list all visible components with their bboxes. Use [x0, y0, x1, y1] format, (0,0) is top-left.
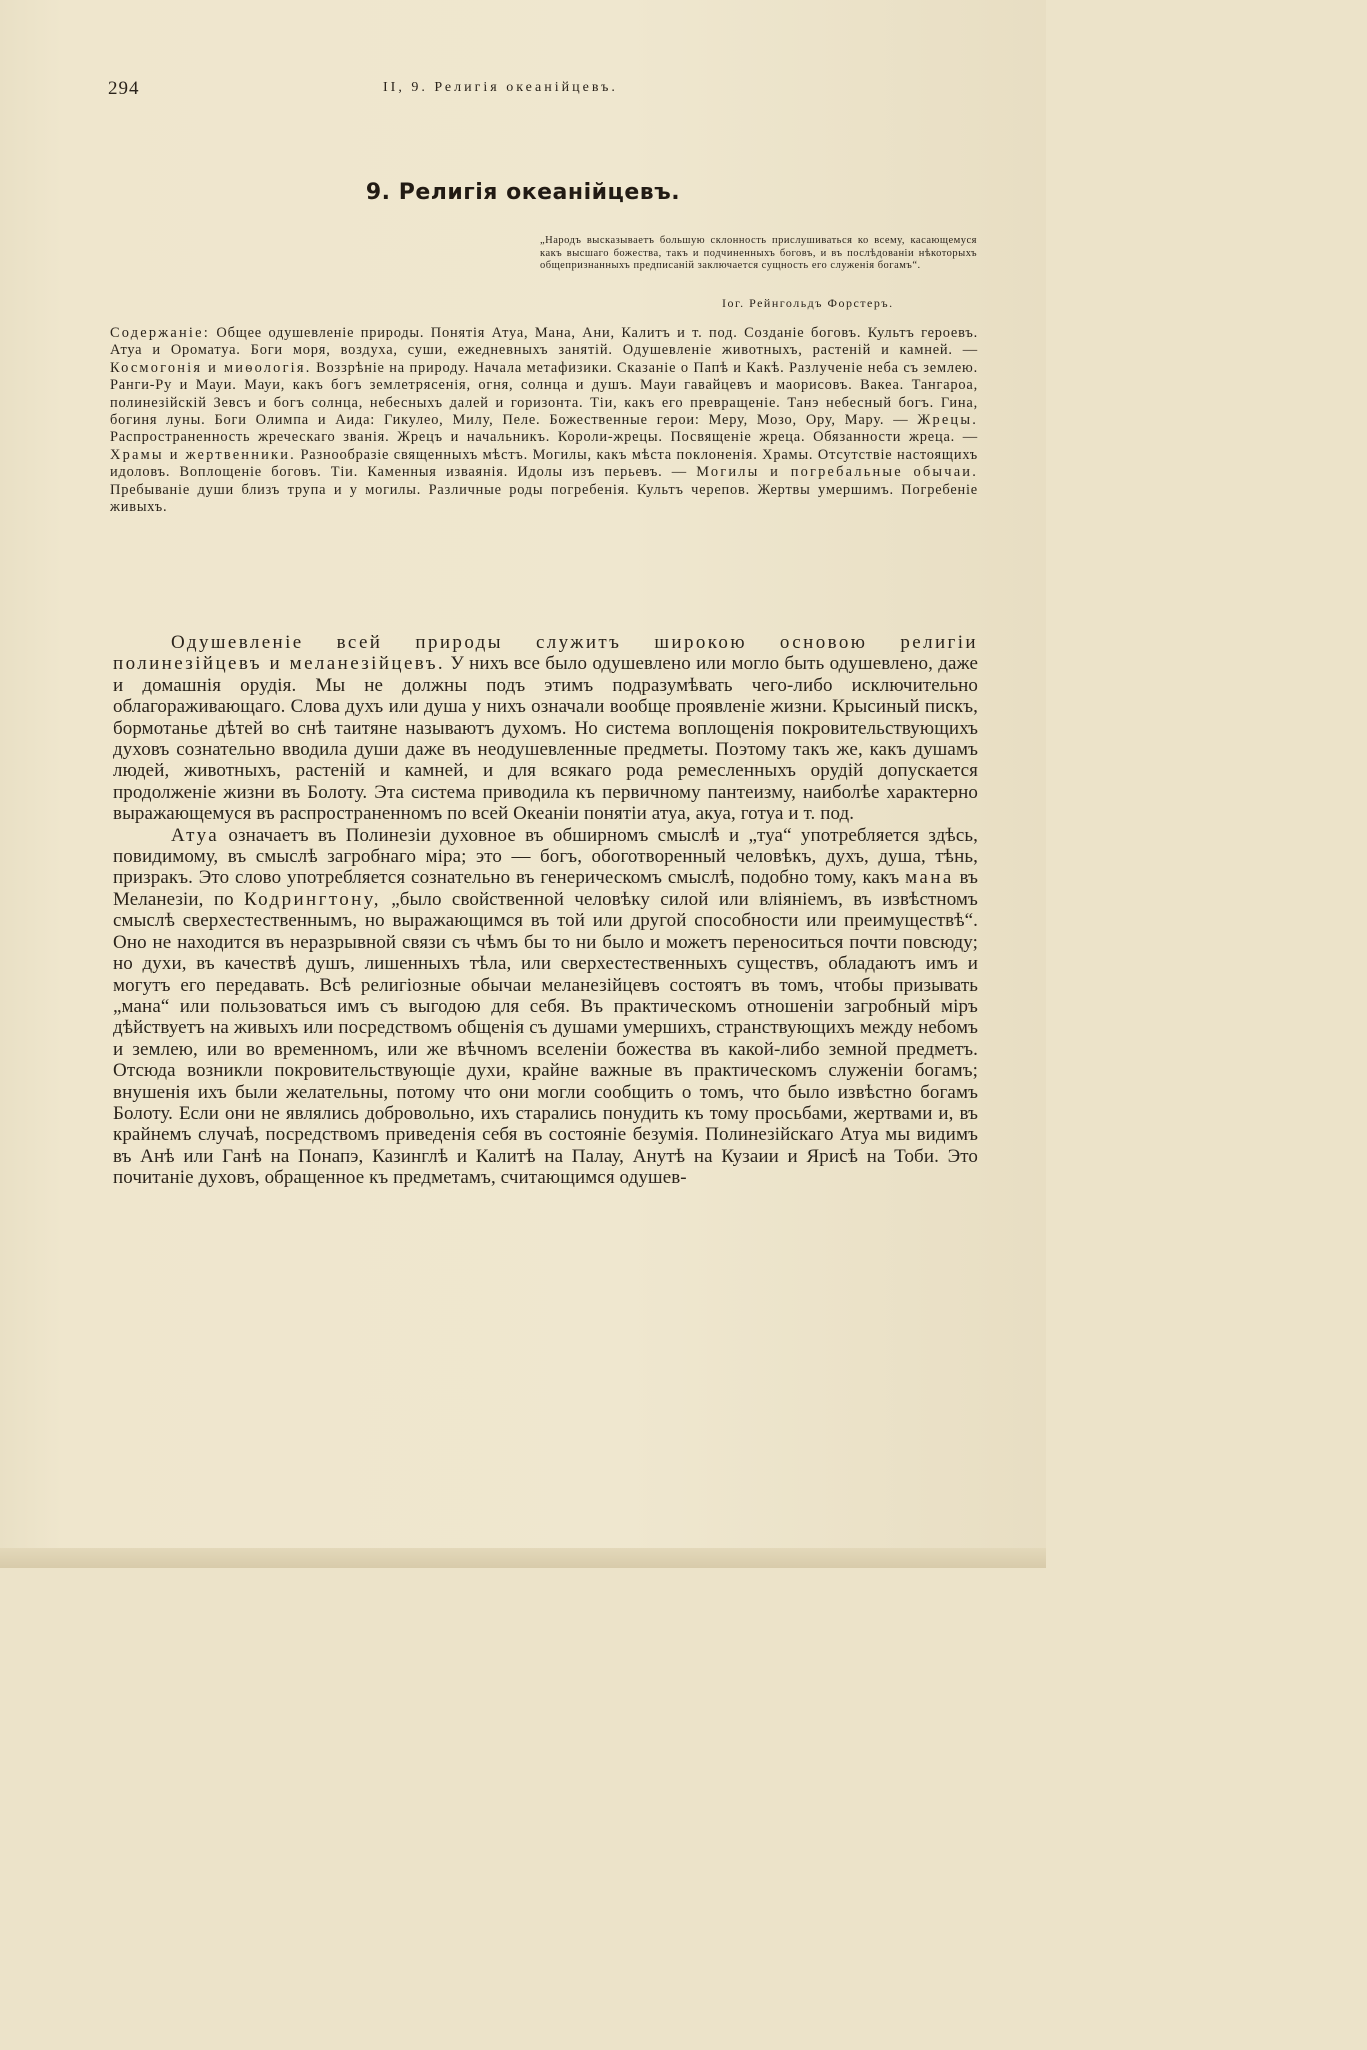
contents-text: Распространенность жреческаго званія. Жрецъ и начальникъ. Короли-жрецы. Посвященіе жреца. Обязанности жреца. — — [110, 429, 978, 446]
chapter-contents — [110, 325, 978, 516]
emphasized-text: Одушевленіе всей природы служитъ широкою основою религіи полинезійцевъ и меланезійцевъ. — [113, 632, 978, 675]
emphasized-author: Кодрингтону, — [244, 888, 381, 910]
paragraph-text: означаетъ въ Полинезіи духовное въ обширномъ смыслѣ и „туа“ употребляется здѣсь, повидимому, въ смыслѣ загробнаго міра; это — богъ, обоготворенный человѣкъ, духъ, душа, тѣнь, призракъ. Это слово употребляется сознательно въ генерическомъ смыслѣ, подобно тому, какъ — [113, 824, 978, 889]
paragraph-text: въ Меланезіи, по — [113, 867, 978, 910]
contents-section-heading: Космогонія и миѳологія. — [110, 359, 312, 376]
page-number: 294 — [108, 78, 140, 99]
chapter-title: 9. Религія океанійцевъ. — [365, 180, 681, 205]
contents-text: Пребываніе души близъ трупа и у могилы. Различные роды погребенія. Культъ черепов. Жертвы умершимъ. Погребеніе живыхъ. — [110, 481, 978, 516]
paragraph-text: У нихъ все было одушевлено или могло быть одушевлено, даже и домашнія орудія. Мы не должны подъ этимъ подразумѣвать чего-либо исключительно облагораживающаго. Слова духъ или душа у нихъ означали вообще проявленіе жизни. Крысиный пискъ, бормотанье дѣтей во снѣ таитяне называютъ духомъ. Но система воплощенія покровительствующихъ духовъ сознательно вводила души даже въ неодушевленные предметы. Поэтому такъ же, какъ душамъ людей, животныхъ, растеній и камней, и для всякаго рода ремесленныхъ орудій допускается продолженіе жизни въ Болоту. Эта система приводила къ первичному пантеизму, наиболѣе характерно выражающемуся въ распространенномъ по всей Океаніи понятіи атуа, акуа, готуа и т. под. — [113, 653, 978, 825]
paragraph — [113, 632, 978, 825]
contents-label: Содержаніе: — [110, 325, 210, 341]
contents-section-heading: Храмы и жертвенники. — [110, 446, 296, 463]
contents-text: Воззрѣніе на природу. Начала метафизики. Сказаніе о Папѣ и Какѣ. Разлученіе неба съ землею. Ранги-Ру и Мауи. Мауи, какъ богъ землетрясенія, огня, солнца и душъ. Мауи гавайцевъ и маорисовъ. Вакеа. Тангароа, полинезійскій Зевсъ и богъ солнца, небесныхъ далей и горизонта. Тіи, какъ его превращеніе. Танэ небесный богъ. Гина, богиня луны. Боги Олимпа и Аида: Гикулео, Милу, Пеле. Божественные герои: Меру, Мозо, Ору, Мару. — — [110, 359, 978, 429]
contents-section-heading: Могилы и погребальные обычаи. — [696, 464, 978, 481]
epigraph — [540, 235, 977, 273]
paragraph-text: „было свойственной человѣку силой или вліяніемъ, въ извѣстномъ смыслѣ сверхестественнымъ, но выражающимся въ той или другой способности или преимуществѣ“. Оно не находится въ неразрывной связи съ чѣмъ бы то ни было и можетъ переноситься почти повсюду; но духи, въ качествѣ душъ, лишенныхъ тѣла, или сверхестественныхъ существъ, обладаютъ имъ и могутъ его передавать. Всѣ религіозные обычаи меланезійцевъ состоятъ въ томъ, чтобы призывать „мана“ или пользоваться имъ съ выгодою для себя. Въ практическомъ отношеніи загробный міръ дѣйствуетъ на живыхъ или посредствомъ общенія съ душами умершихъ, странствующихъ между небомъ и землею, или во временномъ, или же вѣчномъ вселеніи божества въ какой-либо земной предметъ. Отсюда возникли покровительствующіе духи, крайне важные въ практическомъ служеніи богамъ; внушенія ихъ были желательны, потому что они могли сообщить о томъ, что было извѣстно богамъ Болоту. Если они не являлись добровольно, ихъ старались понудить къ тому просьбами, жертвами и, въ крайнемъ случаѣ, посредствомъ приведенія себя въ состояніе безумія. Полинезійскаго Атуа мы видимъ въ Анѣ или Ганѣ на Понапэ, Казинглѣ и Калитѣ на Палау, Анутѣ на Кузаии и Ярисѣ на Тоби. Это почитаніе духовъ, обращенное къ предметамъ, считающимся одушев- — [113, 888, 978, 1189]
running-title: II, 9. Религія океанійцевъ. — [383, 80, 618, 95]
epigraph-author: Іог. Рейнгольдъ Форстеръ. — [722, 296, 894, 310]
paragraph — [113, 825, 978, 1189]
page-bottom-edge — [0, 1548, 1046, 1568]
contents-section-heading: Жрецы. — [917, 412, 978, 429]
emphasized-term: Атуа — [171, 824, 220, 846]
epigraph-quote: „Народъ высказываетъ большую склонность прислушиваться ко всему, касающемуся какъ высшаго божества, такъ и подчиненныхъ боговъ, и въ послѣдованіи нѣкоторыхъ общепризнанныхъ предписаній заключается сущность его служенія богамъ“. — [540, 235, 977, 272]
running-head — [0, 78, 1046, 102]
emphasized-term: мана — [905, 867, 954, 889]
body-text — [113, 632, 978, 1189]
contents-text: Общее одушевленіе природы. Понятія Атуа, Мана, Ани, Калитъ и т. под. Созданіе боговъ. Культъ героевъ. Атуа и Ороматуа. Боги моря, воздуха, суши, ежедневныхъ занятій. Одушевленіе животныхъ, растеній и камней. — — [110, 325, 978, 359]
contents-text: Разнообразіе священныхъ мѣстъ. Могилы, какъ мѣста поклоненія. Храмы. Отсутствіе настоящихъ идоловъ. Воплощеніе боговъ. Тіи. Каменныя изваянія. Идолы изъ перьевъ. — — [110, 446, 979, 481]
